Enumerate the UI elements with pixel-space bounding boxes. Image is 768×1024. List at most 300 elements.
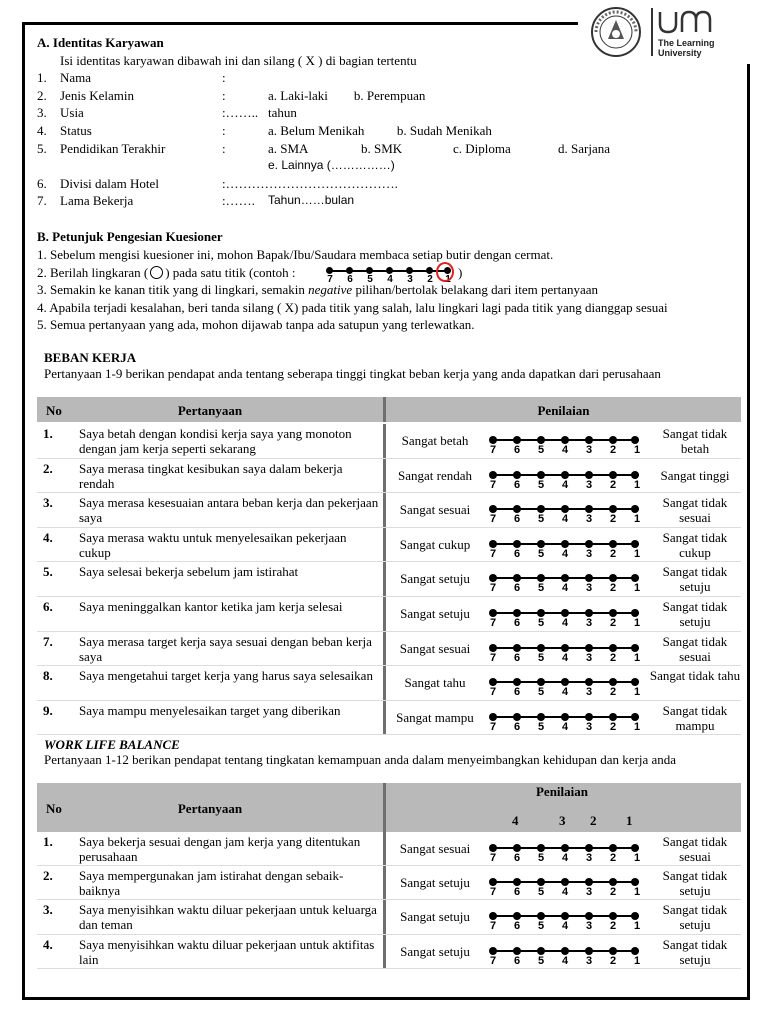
edu-option-e[interactable]: e. Lainnya (……………)	[268, 158, 395, 172]
scale-point-6[interactable]	[513, 609, 521, 617]
table-row	[37, 459, 741, 494]
scale-point-5[interactable]	[537, 644, 545, 652]
rating-scale[interactable]	[453, 841, 641, 865]
table-row	[37, 528, 741, 563]
scale-point-7[interactable]	[489, 878, 497, 886]
scale-point-5[interactable]	[537, 436, 545, 444]
row-number: 9.	[43, 702, 53, 718]
scale-tick: 1	[633, 582, 641, 595]
scale-point-3[interactable]	[585, 471, 593, 479]
column-separator	[383, 459, 386, 494]
scale-tick: 7	[489, 651, 497, 664]
field-label-tenure: Lama Bekerja	[60, 193, 134, 208]
scale-point-2[interactable]	[609, 505, 617, 513]
scale-tick: 3	[585, 444, 593, 456]
field-colon: :……..	[222, 105, 262, 120]
field-num: 5.	[37, 141, 47, 156]
scale-tick: 4	[561, 720, 569, 733]
column-separator	[383, 597, 386, 632]
scale-point-6[interactable]	[513, 713, 521, 721]
scale-point-6[interactable]	[513, 574, 521, 582]
rating-scale[interactable]	[453, 433, 641, 457]
scale-point-6[interactable]	[513, 644, 521, 652]
instruction-1: 1. Sebelum mengisi kuesioner ini, mohon Bapak/Ibu/Saudara membaca setiap butir dengan cermat.	[37, 247, 554, 262]
rating-scale[interactable]	[453, 875, 641, 899]
scale-point-2[interactable]	[609, 574, 617, 582]
scale-right-label: Sangat tidak setuju	[662, 936, 728, 967]
scale-tick: 7	[489, 920, 497, 933]
scale-tick: 1	[633, 651, 641, 664]
table-row	[37, 866, 741, 900]
field-colon: :	[222, 141, 226, 156]
example-tick: 2	[427, 274, 433, 285]
scale-point-7[interactable]	[489, 505, 497, 513]
question-text: Saya mengetahui target kerja yang harus saya selesaikan	[79, 668, 373, 684]
scale-point-6[interactable]	[513, 540, 521, 548]
table-row	[37, 493, 741, 528]
scale-tick: 6	[513, 651, 521, 664]
scale-point-4[interactable]	[561, 947, 569, 955]
scale-left-label: Sangat setuju	[400, 606, 470, 621]
header-tick: 1	[626, 813, 633, 828]
scale-tick: 2	[609, 547, 617, 560]
field-num: 7.	[37, 193, 47, 208]
scale-point-7[interactable]	[489, 471, 497, 479]
row-number: 7.	[43, 633, 53, 649]
scale-tick: 3	[585, 651, 593, 664]
scale-tick: 6	[513, 852, 521, 864]
question-text: Saya mempergunakan jam istirahat dengan sebaik-baiknya	[79, 868, 344, 899]
scale-point-3[interactable]	[585, 912, 593, 920]
scale-left-label: Sangat cukup	[399, 536, 471, 552]
edu-option-c[interactable]: c. Diploma	[453, 141, 511, 156]
field-num: 3.	[37, 105, 47, 120]
column-separator	[383, 866, 386, 900]
scale-tick: 1	[633, 954, 641, 967]
scale-tick: 1	[633, 513, 641, 526]
scale-point-7[interactable]	[489, 947, 497, 955]
scale-left-label: Sangat sesuai	[399, 640, 471, 656]
scale-tick: 1	[633, 444, 641, 456]
scale-tick: 1	[633, 478, 641, 491]
scale-right-label: Sangat tidak sesuai	[662, 495, 728, 526]
scale-point-3[interactable]	[585, 678, 593, 686]
scale-left-label: Sangat tahu	[404, 675, 466, 691]
column-separator	[383, 900, 386, 934]
field-value-status[interactable]: a. Belum Menikah b. Sudah Menikah	[268, 123, 492, 138]
scale-left-label: Sangat setuju	[400, 875, 470, 891]
scale-point-1[interactable]	[631, 609, 639, 617]
scale-tick: 6	[513, 513, 521, 526]
beban-kerja-title: BEBAN KERJA	[44, 350, 137, 365]
wlb-title: WORK LIFE BALANCE	[44, 737, 180, 752]
scale-point-2[interactable]	[609, 678, 617, 686]
scale-tick: 7	[489, 686, 497, 699]
scale-point-7[interactable]	[489, 912, 497, 920]
scale-tick: 7	[489, 513, 497, 526]
scale-point-1[interactable]	[631, 912, 639, 920]
field-label-gender: Jenis Kelamin	[60, 88, 135, 103]
field-label-division: Divisi dalam Hotel	[60, 176, 159, 191]
scale-tick: 5	[537, 886, 545, 899]
rating-scale[interactable]	[453, 710, 641, 734]
scale-tick: 5	[537, 720, 545, 733]
scale-tick: 6	[513, 617, 521, 629]
scale-point-7[interactable]	[489, 609, 497, 617]
scale-point-1[interactable]	[631, 505, 639, 513]
scale-point-1[interactable]	[631, 574, 639, 582]
instruction-2-mid: ) pada satu titik (contoh :	[165, 265, 296, 280]
scale-tick: 2	[609, 582, 617, 595]
scale-point-4[interactable]	[561, 505, 569, 513]
column-separator	[383, 632, 386, 667]
scale-point-2[interactable]	[609, 947, 617, 955]
scale-tick: 2	[609, 920, 617, 933]
scale-point-6[interactable]	[513, 912, 521, 920]
scale-tick: 1	[633, 617, 641, 629]
wlb-subtitle: Pertanyaan 1-12 berikan pendapat tentang tingkatan kemampuan anda dalam menyeimbangkan kehidupan dan kerja anda	[44, 752, 677, 767]
scale-tick: 5	[537, 852, 545, 864]
scale-tick: 5	[537, 954, 545, 967]
scale-tick: 7	[489, 582, 497, 595]
scale-right-label: Sangat tidak betah	[662, 426, 728, 456]
question-text: Saya meninggalkan kantor ketika jam kerja selesai	[79, 599, 343, 614]
scale-tick: 2	[609, 886, 617, 899]
scale-point-3[interactable]	[585, 878, 593, 886]
scale-point-1[interactable]	[631, 644, 639, 652]
scale-right-label: Sangat tidak sesuai	[662, 633, 728, 664]
field-colon-division[interactable]: :………………………………….	[222, 176, 398, 191]
scale-point-5[interactable]	[537, 678, 545, 686]
question-text: Saya selesai bekerja sebelum jam istirahat	[79, 564, 299, 580]
scale-tick: 7	[489, 954, 497, 967]
table-row	[37, 701, 741, 736]
table-row	[37, 900, 741, 934]
question-text: Saya mampu menyelesaikan target yang diberikan	[79, 702, 341, 718]
scale-tick: 5	[537, 478, 545, 491]
scale-point-2[interactable]	[609, 878, 617, 886]
scale-point-5[interactable]	[537, 878, 545, 886]
scale-point-2[interactable]	[609, 471, 617, 479]
edu-option-b[interactable]: b. SMK	[361, 141, 403, 156]
scale-point-1[interactable]	[631, 540, 639, 548]
scale-point-2[interactable]	[609, 844, 617, 852]
scale-point-5[interactable]	[537, 609, 545, 617]
scale-tick: 1	[633, 547, 641, 560]
column-separator	[383, 666, 386, 701]
question-text: Saya betah dengan kondisi kerja saya yang monoton dengan jam kerja seperti sekarang	[79, 426, 352, 456]
scale-tick: 5	[537, 444, 545, 456]
row-number: 8.	[43, 668, 53, 684]
scale-point-6[interactable]	[513, 505, 521, 513]
question-text: Saya merasa tingkat kesibukan saya dalam bekerja rendah	[79, 460, 343, 491]
header-separator	[383, 783, 386, 832]
scale-point-5[interactable]	[537, 713, 545, 721]
scale-tick: 3	[585, 886, 593, 899]
scale-tick: 5	[537, 582, 545, 595]
scale-point-7[interactable]	[489, 678, 497, 686]
scale-tick: 6	[513, 954, 521, 967]
scale-point-5[interactable]	[537, 574, 545, 582]
column-separator	[383, 701, 386, 736]
scale-point-6[interactable]	[513, 471, 521, 479]
scale-tick: 1	[633, 720, 641, 733]
edu-option-d[interactable]: d. Sarjana	[558, 141, 610, 156]
instruction-5: 5. Semua pertanyaan yang ada, mohon dijawab tanpa ada satupun yang terlewatkan.	[37, 317, 475, 332]
instruction-3-italic: negative	[308, 282, 353, 297]
scale-point-1[interactable]	[631, 844, 639, 852]
col-question: Pertanyaan	[177, 801, 243, 816]
field-colon: :	[222, 88, 226, 103]
row-number: 1.	[43, 834, 53, 849]
scale-point-4[interactable]	[561, 844, 569, 852]
field-label-age: Usia	[60, 105, 84, 120]
col-question: Pertanyaan	[177, 403, 243, 418]
scale-right-label: Sangat tidak sesuai	[662, 834, 728, 864]
rating-scale[interactable]	[453, 944, 641, 968]
scale-point-4[interactable]	[561, 471, 569, 479]
scale-left-label: Sangat betah	[401, 433, 469, 448]
scale-tick: 4	[561, 686, 569, 699]
scale-point-6[interactable]	[513, 844, 521, 852]
header-tick: 2	[590, 813, 597, 828]
instruction-2	[37, 265, 296, 280]
rating-scale[interactable]	[453, 606, 641, 630]
field-colon: :…….	[222, 193, 262, 208]
scale-point-5[interactable]	[537, 540, 545, 548]
row-number: 5.	[43, 564, 53, 580]
scale-point-2[interactable]	[609, 609, 617, 617]
scale-tick: 4	[561, 513, 569, 526]
scale-point-3[interactable]	[585, 436, 593, 444]
column-separator	[383, 424, 386, 459]
scale-point-6[interactable]	[513, 947, 521, 955]
scale-point-2[interactable]	[609, 540, 617, 548]
circle-symbol-icon	[150, 266, 163, 279]
scale-point-3[interactable]	[585, 713, 593, 721]
scale-point-3[interactable]	[585, 574, 593, 582]
um-logo-icon	[656, 6, 756, 58]
scale-point-5[interactable]	[537, 471, 545, 479]
scale-tick: 7	[489, 478, 497, 491]
scale-point-7[interactable]	[489, 540, 497, 548]
scale-point-5[interactable]	[537, 844, 545, 852]
scale-tick: 6	[513, 547, 521, 560]
table-row	[37, 424, 741, 459]
scale-point-3[interactable]	[585, 844, 593, 852]
scale-point-7[interactable]	[489, 574, 497, 582]
field-value-age[interactable]: tahun	[268, 105, 297, 120]
column-separator	[383, 528, 386, 563]
scale-point-1[interactable]	[631, 678, 639, 686]
scale-point-4[interactable]	[561, 878, 569, 886]
scale-point-5[interactable]	[537, 912, 545, 920]
scale-tick: 6	[513, 686, 521, 699]
scale-left-label: Sangat sesuai	[399, 841, 471, 856]
question-text: Saya merasa target kerja saya sesuai dengan beban kerja saya	[79, 633, 372, 664]
col-rating: Penilaian	[537, 403, 590, 418]
scale-tick: 2	[609, 852, 617, 864]
scale-left-label: Sangat sesuai	[399, 502, 471, 518]
scale-tick: 7	[489, 547, 497, 560]
example-tick: 7	[327, 274, 333, 285]
scale-tick: 7	[489, 852, 497, 864]
um-logo-line2: University	[658, 48, 702, 58]
scale-tick: 3	[585, 513, 593, 526]
scale-point-1[interactable]	[631, 878, 639, 886]
scale-point-3[interactable]	[585, 505, 593, 513]
question-text: Saya bekerja sesuai dengan jam kerja yang ditentukan perusahaan	[79, 834, 361, 864]
scale-point-6[interactable]	[513, 878, 521, 886]
scale-point-1[interactable]	[631, 947, 639, 955]
example-circled-choice	[436, 262, 454, 282]
question-text: Saya menyisihkan waktu diluar pekerjaan untuk aktifitas lain	[79, 936, 375, 967]
scale-point-4[interactable]	[561, 540, 569, 548]
table-row	[37, 597, 741, 632]
scale-tick: 4	[561, 444, 569, 456]
question-text: Saya merasa kesesuaian antara beban kerja dan pekerjaan saya	[79, 495, 379, 526]
scale-tick: 6	[513, 444, 521, 456]
field-label-status: Status	[60, 123, 92, 138]
scale-point-4[interactable]	[561, 644, 569, 652]
row-divider	[37, 734, 741, 735]
scale-tick: 4	[561, 954, 569, 967]
scale-tick: 3	[585, 720, 593, 733]
scale-point-7[interactable]	[489, 644, 497, 652]
scale-point-2[interactable]	[609, 644, 617, 652]
scale-point-1[interactable]	[631, 436, 639, 444]
scale-point-4[interactable]	[561, 436, 569, 444]
scale-point-3[interactable]	[585, 644, 593, 652]
scale-tick: 2	[609, 686, 617, 699]
scale-tick: 4	[561, 651, 569, 664]
col-rating: Penilaian	[535, 784, 588, 799]
instruction-3-start: 3. Semakin ke kanan titik yang di lingkari, semakin	[37, 282, 305, 297]
table-row	[37, 632, 741, 667]
scale-tick: 6	[513, 720, 521, 733]
scale-tick: 2	[609, 720, 617, 733]
field-num: 2.	[37, 88, 47, 103]
rating-scale[interactable]	[453, 909, 641, 933]
scale-tick: 1	[633, 920, 641, 933]
table-row	[37, 935, 741, 969]
scale-tick: 7	[489, 444, 497, 456]
scale-tick: 1	[633, 686, 641, 699]
field-value-gender[interactable]: a. Laki-laki b. Perempuan	[268, 88, 426, 103]
scale-tick: 7	[489, 886, 497, 899]
scale-tick: 6	[513, 920, 521, 933]
scale-point-7[interactable]	[489, 713, 497, 721]
column-separator	[383, 562, 386, 597]
scale-point-4[interactable]	[561, 678, 569, 686]
example-tick: 5	[367, 274, 373, 285]
scale-tick: 7	[489, 617, 497, 629]
scale-tick: 4	[561, 478, 569, 491]
column-separator	[383, 493, 386, 528]
rating-scale[interactable]	[453, 537, 641, 561]
row-number: 2.	[43, 868, 53, 884]
scale-right-label: Sangat tidak tahu	[649, 668, 741, 684]
scale-point-6[interactable]	[513, 678, 521, 686]
row-number: 6.	[43, 599, 53, 614]
scale-point-6[interactable]	[513, 436, 521, 444]
scale-point-3[interactable]	[585, 947, 593, 955]
scale-point-4[interactable]	[561, 609, 569, 617]
scale-tick: 4	[561, 617, 569, 629]
field-num: 1.	[37, 70, 47, 85]
scale-right-label: Sangat tidak setuju	[662, 868, 728, 899]
scale-point-1[interactable]	[631, 471, 639, 479]
scale-tick: 3	[585, 617, 593, 629]
university-seal-icon	[590, 6, 642, 58]
scale-point-1[interactable]	[631, 713, 639, 721]
instruction-4: 4. Apabila terjadi kesalahan, beri tanda silang ( X) pada titik yang salah, lalu lingkari lagi pada titik yang dianggap sesuai	[37, 300, 668, 315]
scale-point-2[interactable]	[609, 713, 617, 721]
scale-point-5[interactable]	[537, 505, 545, 513]
table-row	[37, 562, 741, 597]
rating-scale[interactable]	[453, 571, 641, 595]
scale-point-7[interactable]	[489, 436, 497, 444]
field-value-tenure[interactable]: Tahun……bulan	[268, 193, 355, 207]
scale-point-7[interactable]	[489, 844, 497, 852]
scale-right-label: Sangat tinggi	[660, 467, 730, 483]
scale-point-5[interactable]	[537, 947, 545, 955]
scale-tick: 4	[561, 547, 569, 560]
beban-kerja-subtitle: Pertanyaan 1-9 berikan pendapat anda tentang seberapa tinggi tingkat beban kerja yang anda dapatkan dari perusahaan	[44, 366, 661, 381]
scale-tick: 2	[609, 444, 617, 456]
row-number: 3.	[43, 902, 53, 918]
rating-scale[interactable]	[453, 675, 641, 699]
row-number: 4.	[43, 936, 53, 952]
row-number: 3.	[43, 495, 53, 511]
scale-point-2[interactable]	[609, 912, 617, 920]
scale-tick: 6	[513, 886, 521, 899]
logo-divider	[651, 8, 653, 56]
scale-tick: 3	[585, 954, 593, 967]
scale-tick: 2	[609, 617, 617, 629]
field-label-education: Pendidikan Terakhir	[60, 141, 166, 156]
header-tick: 3	[559, 813, 566, 828]
example-tick: 3	[407, 274, 413, 285]
scale-tick: 5	[537, 617, 545, 629]
rating-scale[interactable]	[453, 502, 641, 526]
row-number: 1.	[43, 426, 53, 441]
edu-option-a[interactable]: a. SMA	[268, 141, 309, 156]
scale-point-2[interactable]	[609, 436, 617, 444]
scale-tick: 3	[585, 686, 593, 699]
scale-point-4[interactable]	[561, 912, 569, 920]
header-tick: 4	[512, 813, 519, 828]
scale-point-4[interactable]	[561, 574, 569, 582]
rating-scale[interactable]	[453, 468, 641, 492]
scale-point-4[interactable]	[561, 713, 569, 721]
scale-point-3[interactable]	[585, 609, 593, 617]
question-text: Saya merasa waktu untuk menyelesaikan pekerjaan cukup	[79, 529, 347, 560]
instruction-2-start: 2. Berilah lingkaran (	[37, 265, 149, 280]
scale-tick: 5	[537, 920, 545, 933]
scale-tick: 3	[585, 478, 593, 491]
section-a-heading: A. Identitas Karyawan	[37, 35, 164, 50]
field-num: 6.	[37, 176, 47, 191]
section-b-heading: B. Petunjuk Pengesian Kuesioner	[37, 229, 223, 244]
rating-scale[interactable]	[453, 641, 641, 665]
scale-tick: 1	[633, 886, 641, 899]
field-num: 4.	[37, 123, 47, 138]
scale-tick: 6	[513, 478, 521, 491]
scale-tick: 4	[561, 852, 569, 864]
scale-point-3[interactable]	[585, 540, 593, 548]
scale-right-label: Sangat tidak setuju	[662, 599, 728, 629]
